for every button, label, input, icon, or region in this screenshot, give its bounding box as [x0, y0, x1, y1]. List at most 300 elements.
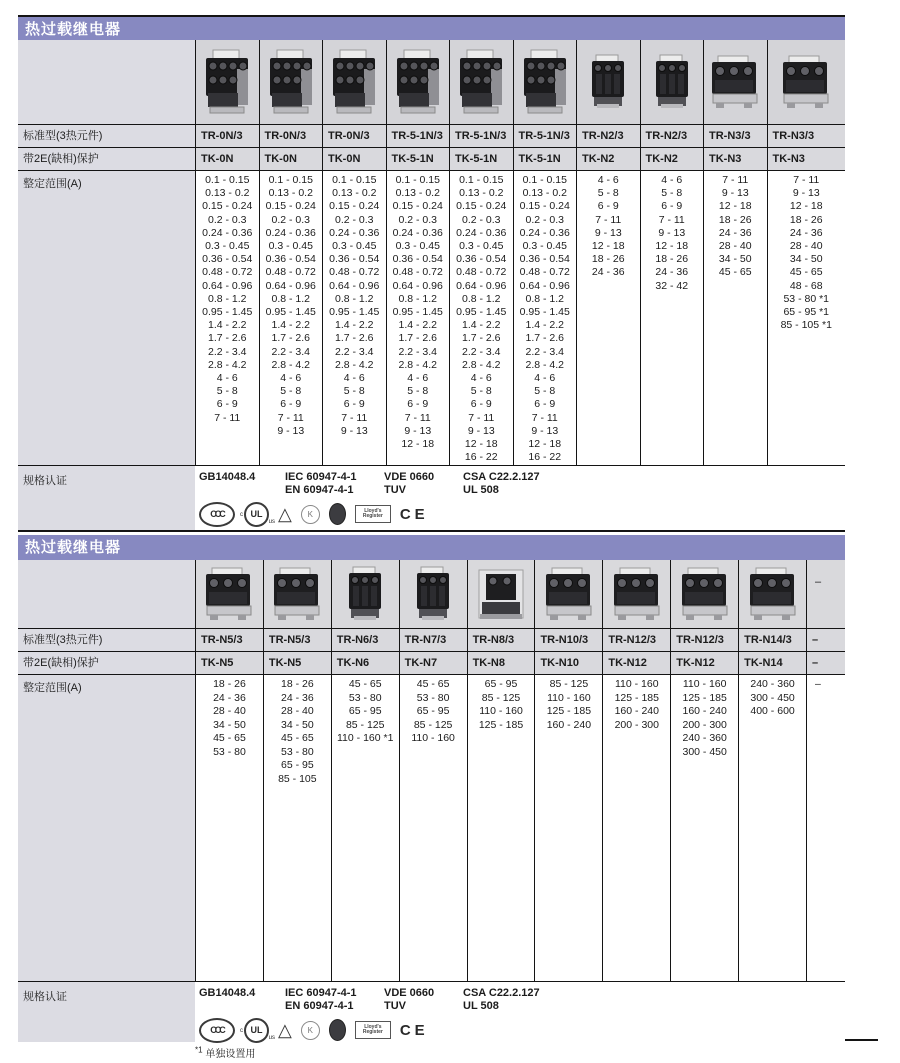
- range-value: 0.24 - 0.36: [519, 226, 570, 239]
- protection-2e-label: 带2E(缺相)保护: [18, 652, 195, 674]
- relay-table-2: [18, 560, 845, 1039]
- range-value: 0.1 - 0.15: [395, 174, 440, 186]
- range-value: 6 - 9: [407, 398, 429, 411]
- range-value: 0.48 - 0.72: [265, 266, 316, 279]
- range-value: 4 - 6: [343, 372, 365, 385]
- relay-photo: [767, 40, 846, 124]
- range-value: 0.24 - 0.36: [329, 226, 380, 239]
- range-value: 0.2 - 0.3: [271, 213, 311, 226]
- range-value: 200 - 300: [614, 718, 659, 731]
- model-cell: TR-N8/3: [467, 629, 535, 651]
- range-value: 4 - 6: [407, 372, 429, 385]
- setting-range-row: [18, 674, 845, 981]
- cert-csa: CSA C22.2.127: [463, 471, 540, 483]
- range-value: 28 - 40: [280, 705, 314, 717]
- relay-photo: [195, 560, 263, 628]
- range-value: 53 - 80: [416, 691, 450, 704]
- relay-table-1: [18, 40, 845, 532]
- range-value: 5 - 8: [343, 385, 365, 398]
- certification-row: [18, 981, 845, 1039]
- model-cell: TR-N5/3: [263, 629, 331, 651]
- relay-photo: [640, 40, 704, 124]
- range-value: 7 - 11: [658, 213, 685, 226]
- range-cell: [806, 675, 845, 981]
- cert-tuv: TUV: [384, 1000, 406, 1012]
- range-value: 0.36 - 0.54: [329, 253, 380, 266]
- range-value: 0.1 - 0.15: [522, 174, 567, 186]
- range-value: 0.3 - 0.45: [459, 240, 504, 253]
- certification-logos: [199, 1018, 845, 1042]
- range-value: 0.95 - 1.45: [456, 306, 507, 319]
- cert-iec: IEC 60947-4-1: [285, 471, 357, 483]
- range-value: 53 - 80 *1: [783, 292, 830, 305]
- range-value: 240 - 360: [750, 678, 795, 690]
- range-value: 2.2 - 3.4: [525, 345, 565, 358]
- range-cell: [195, 675, 263, 981]
- range-value: 9 - 13: [531, 424, 559, 437]
- lloyds-register-logo-icon: Lloyd's Register: [355, 505, 391, 523]
- range-value: 125 - 185: [682, 691, 727, 704]
- ce-mark-icon: CE: [399, 1021, 429, 1039]
- range-value: 2.8 - 4.2: [271, 358, 311, 371]
- range-cell: [576, 171, 640, 465]
- range-value: 1.7 - 2.6: [398, 332, 438, 345]
- range-value: 45 - 65: [280, 732, 314, 744]
- range-value: 85 - 105 *1: [780, 319, 832, 332]
- range-value: 0.8 - 1.2: [525, 292, 565, 305]
- range-value: 0.24 - 0.36: [265, 226, 316, 239]
- range-value: 28 - 40: [789, 240, 823, 253]
- model-cell: TR-N6/3: [331, 629, 399, 651]
- certification-label: 规格认证: [18, 982, 195, 1042]
- ccc-logo-icon: CCC: [199, 1018, 235, 1043]
- tk-model-cell: TK-N2: [640, 148, 704, 170]
- range-value: 24 - 36: [655, 266, 689, 279]
- range-value: 53 - 80: [213, 745, 246, 758]
- range-value: 7 - 11: [722, 174, 749, 186]
- ce-mark-icon: CE: [399, 505, 429, 523]
- range-cell: [331, 675, 399, 981]
- range-value: 1.4 - 2.2: [334, 319, 374, 332]
- range-value: 0.95 - 1.45: [329, 306, 380, 319]
- certification-content: [195, 466, 845, 530]
- relay-photo: [513, 40, 577, 124]
- range-value: 125 - 185: [546, 705, 592, 717]
- range-value: 0.13 - 0.2: [268, 187, 313, 200]
- range-value: 85 - 125: [413, 718, 453, 731]
- range-value: 48 - 68: [789, 279, 823, 292]
- tk-model-cell: TK-N12: [670, 652, 738, 674]
- standard-model-row: [18, 628, 845, 651]
- model-cell: TR-0N/3: [259, 125, 323, 147]
- protection-model-row: [18, 147, 845, 170]
- range-value: 53 - 80: [280, 745, 314, 758]
- range-value: 2.2 - 3.4: [271, 345, 311, 358]
- range-value: 9 - 13: [467, 424, 495, 437]
- range-value: 5 - 8: [470, 385, 492, 398]
- cert-en: EN 60947-4-1: [285, 1000, 354, 1012]
- model-cell: TR-5-1N/3: [386, 125, 450, 147]
- photo-row-label: [18, 40, 195, 124]
- range-value: 16 - 22: [464, 451, 498, 464]
- range-value: 110 - 160: [614, 678, 659, 690]
- cert-vde: VDE 0660: [384, 987, 435, 999]
- footnote-marker: *1: [195, 1045, 203, 1055]
- range-cell: [738, 675, 806, 981]
- model-cell: TR-N5/3: [195, 629, 263, 651]
- range-value: 2.8 - 4.2: [525, 358, 565, 371]
- range-cell: [513, 171, 577, 465]
- range-value: 0.95 - 1.45: [202, 306, 253, 319]
- range-value: 0.2 - 0.3: [525, 213, 565, 226]
- relay-photo: [399, 560, 467, 628]
- range-cell: [449, 171, 513, 465]
- range-value: 0.24 - 0.36: [202, 226, 253, 239]
- relay-photo: [738, 560, 806, 628]
- range-value: 110 - 160: [479, 705, 523, 717]
- cert-gb: GB14048.4: [199, 471, 256, 483]
- range-value: 12 - 18: [789, 200, 823, 213]
- range-value: 0.8 - 1.2: [398, 292, 438, 305]
- range-value: 0.15 - 0.24: [456, 200, 507, 213]
- model-cell: TR-N2/3: [576, 125, 640, 147]
- photo-row-label: [18, 560, 195, 628]
- range-value: 2.8 - 4.2: [461, 358, 501, 371]
- range-value: 0.36 - 0.54: [456, 253, 507, 266]
- tk-model-cell: TK-N2: [576, 148, 640, 170]
- range-value: 4 - 6: [216, 372, 238, 385]
- model-cell: TR-N14/3: [738, 629, 806, 651]
- relay-photo: [670, 560, 738, 628]
- range-value: 1.7 - 2.6: [525, 332, 565, 345]
- range-value: 0.15 - 0.24: [202, 200, 253, 213]
- range-cell: [703, 171, 767, 465]
- range-value: 2.8 - 4.2: [207, 358, 247, 371]
- range-value: –: [815, 678, 821, 690]
- range-value: 0.15 - 0.24: [392, 200, 443, 213]
- range-value: 0.2 - 0.3: [334, 213, 374, 226]
- range-value: 4 - 6: [280, 372, 302, 385]
- range-value: 0.36 - 0.54: [265, 253, 316, 266]
- k-cert-logo-icon: K: [301, 505, 320, 524]
- standard-model-row: [18, 124, 845, 147]
- range-value: 0.13 - 0.2: [522, 187, 567, 200]
- relay-photo: [322, 40, 386, 124]
- range-value: 65 - 95: [348, 705, 382, 717]
- range-value: 0.48 - 0.72: [329, 266, 380, 279]
- range-value: 0.64 - 0.96: [456, 279, 507, 292]
- range-value: 5 - 8: [407, 385, 429, 398]
- range-value: 5 - 8: [216, 385, 238, 398]
- tk-model-cell: TK-N14: [738, 652, 806, 674]
- cert-iec-en: [285, 471, 384, 497]
- range-value: 2.8 - 4.2: [334, 358, 374, 371]
- range-value: 18 - 26: [718, 213, 752, 226]
- model-cell: TR-N2/3: [640, 125, 704, 147]
- range-value: 0.36 - 0.54: [202, 253, 253, 266]
- range-value: 65 - 95: [416, 705, 450, 717]
- cert-vde-tuv: [384, 987, 463, 1013]
- range-value: 0.2 - 0.3: [398, 213, 438, 226]
- relay-photo: [534, 560, 602, 628]
- range-value: 24 - 36: [280, 691, 314, 704]
- range-value: 7 - 11: [793, 174, 820, 186]
- range-value: 5 - 8: [534, 385, 556, 398]
- photo-row: [18, 40, 845, 124]
- range-value: 0.24 - 0.36: [392, 226, 443, 239]
- range-value: 0.48 - 0.72: [456, 266, 507, 279]
- range-value: 0.95 - 1.45: [392, 306, 443, 319]
- relay-photo: [195, 40, 259, 124]
- range-value: 0.64 - 0.96: [202, 279, 253, 292]
- certification-logos: [199, 502, 845, 526]
- range-value: 0.48 - 0.72: [519, 266, 570, 279]
- relay-photo: [386, 40, 450, 124]
- range-value: 0.1 - 0.15: [268, 174, 313, 186]
- model-cell: TR-5-1N/3: [513, 125, 577, 147]
- range-value: 400 - 600: [750, 705, 795, 717]
- range-value: 85 - 125: [549, 678, 589, 690]
- model-cell: TR-N3/3: [703, 125, 767, 147]
- range-value: 2.2 - 3.4: [207, 345, 247, 358]
- range-value: 85 - 105: [278, 772, 317, 785]
- range-cell: [195, 171, 259, 465]
- model-cell: TR-N12/3: [602, 629, 670, 651]
- tk-model-cell: TK-N7: [399, 652, 467, 674]
- range-value: 0.13 - 0.2: [205, 187, 250, 200]
- tk-model-cell: TK-N3: [703, 148, 767, 170]
- range-value: 0.36 - 0.54: [392, 253, 443, 266]
- protection-model-row: [18, 651, 845, 674]
- range-value: 4 - 6: [661, 174, 683, 186]
- range-cell: [467, 675, 535, 981]
- range-value: 65 - 95 *1: [783, 306, 830, 319]
- range-value: 16 - 22: [528, 451, 562, 464]
- range-value: 0.15 - 0.24: [329, 200, 380, 213]
- relay-photo: [259, 40, 323, 124]
- range-value: 12 - 18: [591, 240, 625, 253]
- range-value: 12 - 18: [655, 240, 689, 253]
- range-value: 18 - 26: [591, 253, 625, 266]
- range-value: 28 - 40: [718, 240, 752, 253]
- range-value: 9 - 13: [340, 424, 368, 437]
- range-value: 4 - 6: [534, 372, 556, 385]
- range-value: 240 - 360: [682, 732, 727, 744]
- range-value: 0.8 - 1.2: [334, 292, 374, 305]
- k-cert-logo-icon: K: [301, 1021, 320, 1040]
- range-value: 0.2 - 0.3: [461, 213, 501, 226]
- range-cell: [767, 171, 846, 465]
- range-value: 0.1 - 0.15: [332, 174, 377, 186]
- relay-photo: [467, 560, 535, 628]
- certification-label: 规格认证: [18, 466, 195, 530]
- range-cell: [322, 171, 386, 465]
- footnote-text: 单独设置用: [205, 1049, 256, 1060]
- range-value: 18 - 26: [213, 678, 246, 690]
- range-value: 9 - 13: [404, 424, 432, 437]
- range-value: 160 - 240: [546, 718, 592, 731]
- certification-standards: [199, 471, 845, 497]
- relay-photo: [703, 40, 767, 124]
- range-value: 12 - 18: [528, 438, 562, 451]
- range-value: 0.95 - 1.45: [265, 306, 316, 319]
- tk-model-cell: TK-0N: [195, 148, 259, 170]
- range-value: 7 - 11: [468, 411, 495, 424]
- range-value: 110 - 160: [682, 678, 727, 690]
- range-value: 24 - 36: [789, 226, 823, 239]
- range-value: 125 - 185: [614, 691, 659, 704]
- range-value: 0.3 - 0.45: [205, 240, 250, 253]
- range-value: 12 - 18: [401, 438, 435, 451]
- model-cell: TR-N7/3: [399, 629, 467, 651]
- range-value: 110 - 160 *1: [337, 732, 394, 744]
- range-value: 6 - 9: [470, 398, 492, 411]
- tk-model-cell: TK-N5: [263, 652, 331, 674]
- range-value: 32 - 42: [655, 279, 689, 292]
- range-value: 0.15 - 0.24: [519, 200, 570, 213]
- range-cell: [399, 675, 467, 981]
- range-value: 24 - 36: [591, 266, 625, 279]
- range-value: 18 - 26: [789, 213, 823, 226]
- range-value: 0.24 - 0.36: [456, 226, 507, 239]
- model-cell: TR-N10/3: [534, 629, 602, 651]
- range-value: 24 - 36: [718, 226, 752, 239]
- range-value: 0.8 - 1.2: [271, 292, 311, 305]
- relay-section-1: [18, 15, 845, 532]
- range-value: 160 - 240: [682, 705, 727, 717]
- photo-row: [18, 560, 845, 628]
- range-value: 0.13 - 0.2: [459, 187, 504, 200]
- range-value: 9 - 13: [792, 187, 820, 200]
- range-value: 28 - 40: [213, 705, 246, 717]
- range-cell: [259, 171, 323, 465]
- range-value: 0.8 - 1.2: [461, 292, 501, 305]
- range-value: 0.64 - 0.96: [519, 279, 570, 292]
- tk-model-cell: TK-N10: [534, 652, 602, 674]
- tk-model-cell: TK-N6: [331, 652, 399, 674]
- relay-photo: [263, 560, 331, 628]
- relay-photo: [602, 560, 670, 628]
- range-value: 0.3 - 0.45: [332, 240, 377, 253]
- catalog-page: [18, 15, 845, 1060]
- protection-2e-label: 带2E(缺相)保护: [18, 148, 195, 170]
- range-value: 12 - 18: [464, 438, 498, 451]
- section-title: 热过载继电器: [25, 21, 122, 38]
- tk-model-cell: –: [806, 652, 845, 674]
- range-value: 0.95 - 1.45: [519, 306, 570, 319]
- range-value: 6 - 9: [534, 398, 556, 411]
- range-value: 1.4 - 2.2: [461, 319, 501, 332]
- range-cell: [386, 171, 450, 465]
- range-value: 0.15 - 0.24: [265, 200, 316, 213]
- range-value: 300 - 450: [750, 691, 795, 704]
- range-value: 7 - 11: [404, 411, 431, 424]
- range-cell: [602, 675, 670, 981]
- range-value: 0.64 - 0.96: [329, 279, 380, 292]
- range-value: 65 - 95: [280, 759, 314, 771]
- range-value: 300 - 450: [682, 745, 727, 758]
- tk-model-cell: TK-5-1N: [513, 148, 577, 170]
- range-value: 9 - 13: [658, 226, 686, 239]
- range-value: 18 - 26: [655, 253, 689, 266]
- cert-csa-ul: [463, 987, 845, 1013]
- cert-ul: UL 508: [463, 1000, 499, 1012]
- section-title: 热过载继电器: [25, 539, 122, 556]
- oval-cert-logo-icon: [329, 1019, 346, 1041]
- triangle-cert-logo-icon: △: [278, 1020, 292, 1040]
- range-value: 34 - 50: [280, 718, 314, 731]
- cert-iec: IEC 60947-4-1: [285, 987, 357, 999]
- range-value: 160 - 240: [614, 705, 659, 717]
- cert-ul: UL 508: [463, 484, 499, 496]
- cert-iec-en: [285, 987, 384, 1013]
- range-value: 2.8 - 4.2: [398, 358, 438, 371]
- photo-placeholder: –: [806, 560, 845, 628]
- relay-photo: [331, 560, 399, 628]
- range-value: 1.7 - 2.6: [207, 332, 247, 345]
- range-value: 45 - 65: [789, 266, 823, 279]
- model-cell: TR-0N/3: [322, 125, 386, 147]
- range-value: 0.1 - 0.15: [205, 174, 250, 186]
- range-value: 0.64 - 0.96: [392, 279, 443, 292]
- model-cell: TR-N3/3: [767, 125, 846, 147]
- relay-section-2: [18, 535, 845, 1039]
- range-value: 18 - 26: [280, 678, 314, 690]
- range-value: 0.13 - 0.2: [395, 187, 440, 200]
- range-value: 1.4 - 2.2: [207, 319, 247, 332]
- range-value: 0.13 - 0.2: [332, 187, 377, 200]
- range-value: 7 - 11: [277, 411, 304, 424]
- certification-row: [18, 465, 845, 530]
- tk-model-cell: TK-0N: [322, 148, 386, 170]
- range-value: 1.4 - 2.2: [271, 319, 311, 332]
- certification-content: [195, 982, 845, 1042]
- range-value: 7 - 11: [341, 411, 368, 424]
- relay-photo: [449, 40, 513, 124]
- range-value: 6 - 9: [216, 398, 238, 411]
- tk-model-cell: TK-N8: [467, 652, 535, 674]
- range-value: 85 - 125: [345, 718, 385, 731]
- range-value: 65 - 95: [484, 678, 518, 690]
- range-value: 45 - 65: [348, 678, 382, 690]
- standard-type-label: 标准型(3热元件): [18, 125, 195, 147]
- oval-cert-logo-icon: [329, 503, 346, 525]
- range-value: 200 - 300: [682, 718, 727, 731]
- range-value: 125 - 185: [478, 718, 524, 731]
- cert-gb: GB14048.4: [199, 987, 256, 999]
- relay-photo: [576, 40, 640, 124]
- cul-us-logo-icon: c UL us: [244, 1018, 269, 1043]
- tk-model-cell: TK-N3: [767, 148, 846, 170]
- standard-type-label: 标准型(3热元件): [18, 629, 195, 651]
- range-value: 9 - 13: [594, 226, 622, 239]
- range-value: 34 - 50: [718, 253, 752, 266]
- range-value: 1.4 - 2.2: [398, 319, 438, 332]
- range-value: 34 - 50: [789, 253, 823, 266]
- range-value: 2.2 - 3.4: [461, 345, 501, 358]
- range-value: 0.64 - 0.96: [265, 279, 316, 292]
- range-value: 6 - 9: [597, 200, 619, 213]
- section-title-bar: [18, 15, 845, 40]
- cert-csa: CSA C22.2.127: [463, 987, 540, 999]
- tk-model-cell: TK-0N: [259, 148, 323, 170]
- range-value: 7 - 11: [531, 411, 558, 424]
- range-value: 9 - 13: [277, 424, 305, 437]
- range-value: 0.48 - 0.72: [392, 266, 443, 279]
- range-value: 4 - 6: [597, 174, 619, 186]
- cert-en: EN 60947-4-1: [285, 484, 354, 496]
- range-value: 0.1 - 0.15: [459, 174, 504, 186]
